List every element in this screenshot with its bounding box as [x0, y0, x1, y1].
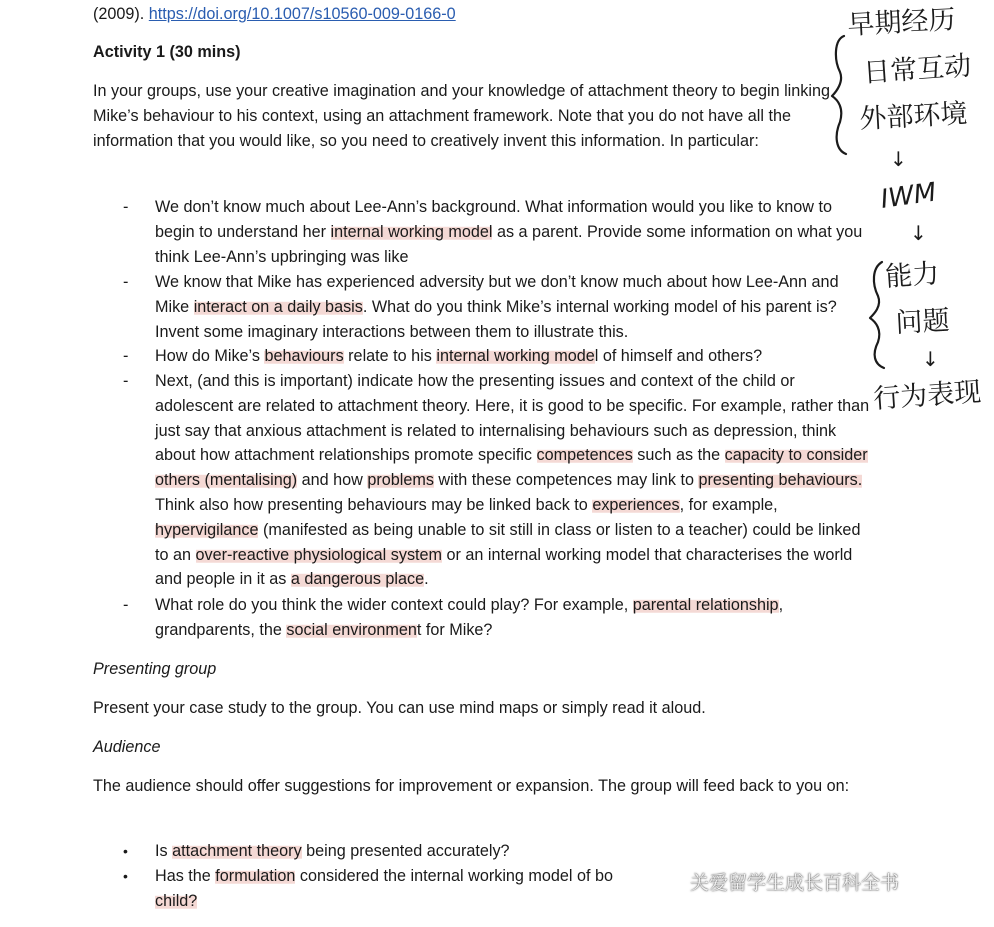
highlight: hypervigilance [155, 520, 259, 539]
highlight: attachment theory [172, 842, 302, 860]
highlight: parental relationship [632, 596, 779, 614]
intro-paragraph: In your groups, use your creative imagination and your knowledge of attachment theory to begin linking Mike’s behaviour to his context, using an attachment framework. Note that you do not have all the information that you would like, so you need to creatively invent this information. In particular: [93, 82, 830, 150]
highlight: capacity to consider others (mentalising) [155, 446, 868, 490]
highlight: social environmen [286, 620, 417, 639]
highlight: internal working mode [436, 347, 595, 365]
note-early-experience: 早期经历 [846, 4, 957, 41]
audience-text: The audience should offer suggestions for improvement or expansion. The group will feed back to you on: [93, 777, 850, 795]
highlight: behaviours [264, 347, 344, 365]
arrow-1: ↓ [890, 147, 907, 171]
list-item-daily-interaction: We know that Mike has experienced adversity but we don’t know much about how Lee-Ann and Mike interact on a daily basis. What do you think Mike’s internal working model of his parent is? Invent some imaginary interactions between them to illustrate this. [155, 273, 839, 341]
note-presenting-behaviour: 行为表现 [872, 376, 983, 415]
handwritten-notes [830, 0, 994, 440]
presenting-text: Present your case study to the group. You can use mind maps or simply read it aloud. [93, 699, 706, 717]
dash-marker: - [123, 273, 129, 291]
dash-marker: - [123, 596, 129, 614]
highlight: formulation [215, 867, 296, 885]
question-item-accuracy: Is attachment theory being presented accurately? [155, 842, 510, 860]
doi-link[interactable]: https://doi.org/10.1007/s10560-009-0166-0 [148, 5, 456, 23]
wechat-logo-icon [650, 872, 684, 896]
wechat-watermark [650, 866, 990, 900]
list-item-behaviours: How do Mike’s behaviours relate to his internal working model of himself and others? [155, 347, 763, 365]
highlight: internal working model [330, 222, 493, 241]
audience-heading: Audience [93, 738, 161, 756]
note-daily-interaction: 日常互动 [862, 50, 973, 89]
question-item-formulation: Has the formulation considered the internal working model of bo child? [155, 867, 614, 910]
note-iwm: IWM [878, 177, 939, 215]
highlight: a dangerous place [290, 570, 425, 589]
highlight: experiences [592, 495, 680, 514]
highlight: interact on a daily basis [193, 297, 363, 316]
note-problems: 问题 [894, 305, 951, 339]
note-external-environment: 外部环境 [858, 98, 969, 135]
highlight: competences [536, 446, 633, 465]
bullet-marker: • [123, 868, 128, 884]
curly-brace-top [832, 36, 846, 154]
highlight: over-reactive physiological system [195, 545, 443, 564]
curly-brace-mid [870, 262, 884, 368]
bullet-marker: • [123, 843, 128, 859]
list-item-wider-context: What role do you think the wider context could play? For example, parental relationship, grandparents, the social environment for Mike? [155, 596, 784, 639]
dash-marker: - [123, 347, 129, 365]
dash-marker: - [123, 372, 129, 390]
highlight: child? [155, 891, 198, 910]
note-competence: 能力 [884, 258, 941, 293]
arrow-3: ↓ [922, 347, 939, 371]
dash-marker: - [123, 198, 129, 216]
arrow-2: ↓ [910, 221, 927, 245]
presenting-heading: Presenting group [93, 660, 217, 678]
list-item-attachment-theory: Next, (and this is important) indicate how the presenting issues and context of the child or adolescent are related to attachment theory. Here, it is good to be specific. For example, rather than just say that anxious attachment is related to internalising behaviours such as depression, think about how attachment relationships promote specific competences such as the capacity to consider others (mentalising) and how problems with these competences may link to presenting behaviours. Think also how presenting behaviours may be linked back to experiences, for example, hypervigilance (manifested as being unable to sit still in class or listen to a teacher) could be linked to an over-reactive physiological system or an internal working model that characterises the world and people in it as a dangerous place. [155, 372, 870, 589]
list-item-leeann-background: We don’t know much about Lee-Ann’s background. What information would you like to know to begin to understand her internal working model as a parent. Provide some information on what you think Lee-Ann’s upbringing was like [155, 198, 863, 266]
activity-heading: Activity 1 (30 mins) [93, 43, 241, 61]
watermark-text: 关爱留学生成长百科全书 [690, 872, 900, 894]
highlight: problems [367, 471, 434, 490]
reference-line [93, 2, 863, 27]
highlight: presenting behaviours. [698, 471, 863, 490]
reference-year: (2009). [93, 5, 145, 23]
